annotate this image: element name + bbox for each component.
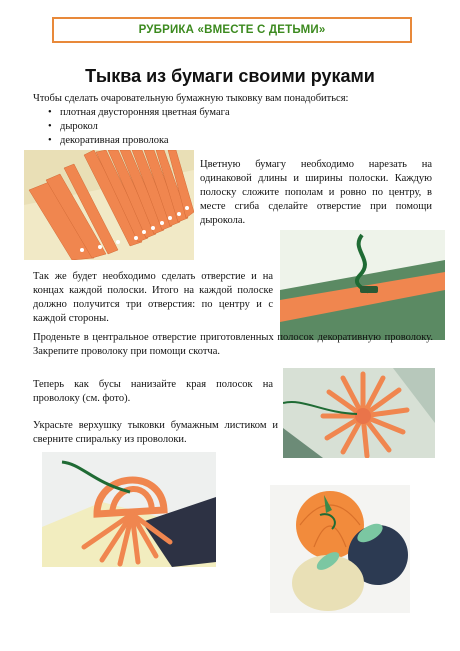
step-3-text: Проденьте в центральное отверстие приготовленных полосок декоративную проволоку. Закрепите проволоку при помощи скотча.: [33, 332, 433, 357]
finished-photo: [270, 485, 410, 613]
step-4-text: Теперь как бусы нанизайте края полосок на проволоку (см. фото).: [33, 379, 273, 404]
intro-text: Чтобы сделать очаровательную бумажную тыковку вам понадобиться:: [33, 93, 349, 104]
step-1-text: Цветную бумагу необходимо нарезать на одинаковой длины и ширины полоски. Каждую полоску сложите пополам и ровно по центру, в месте сгиба сделайте отверстие при помощи дырокола.: [200, 159, 432, 226]
sunburst-photo: [283, 368, 435, 458]
list-item: • дырокол: [48, 120, 230, 134]
strip-wire-photo: [280, 230, 445, 340]
list-item: • декоративная проволока: [48, 134, 230, 148]
rubric-banner: [52, 17, 412, 43]
materials-list: [48, 106, 230, 148]
strips-photo: [24, 150, 194, 260]
page-title: Тыква из бумаги своими руками: [85, 66, 375, 86]
step-5-text: Украсьте верхушку тыковки бумажным листиком и сверните спиральку из проволоки.: [33, 420, 278, 445]
list-item: • плотная двусторонняя цветная бумага: [48, 106, 230, 120]
assembly-photo: [42, 452, 216, 567]
step-2-text: Так же будет необходимо сделать отверстие и на концах каждой полоски. Итого на каждой полоске должно получится три отверстия: по центру и с каждой стороны.: [33, 271, 273, 324]
rubric-label: РУБРИКА «ВМЕСТЕ С ДЕТЬМИ»: [138, 24, 326, 36]
